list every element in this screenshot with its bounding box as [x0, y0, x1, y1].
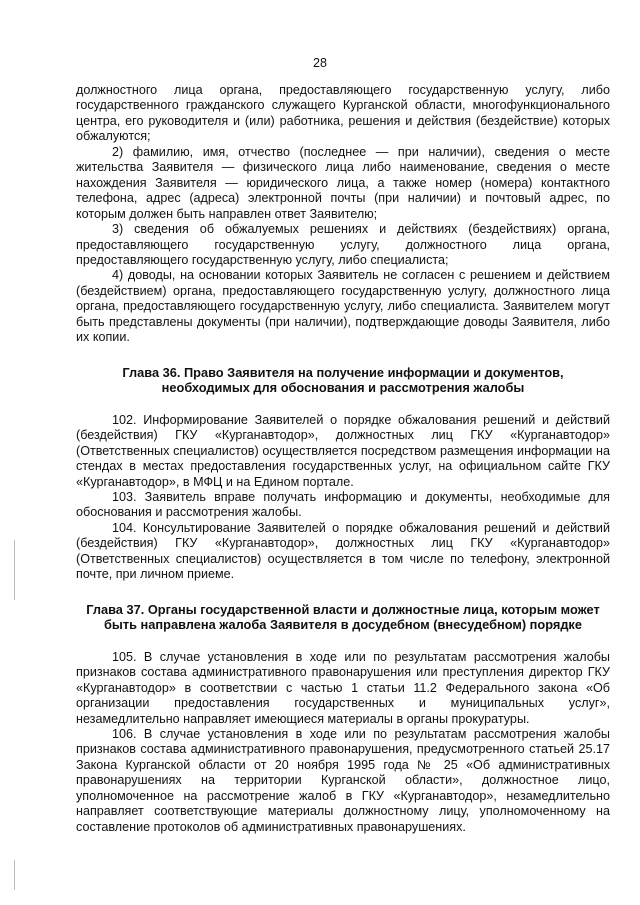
- paragraph-106: 106. В случае установления в ходе или по результатам рассмотрения жалобы признаков состава административного правонарушения, предусмотренного статьей 25.17 Закона Курганской области от 20 ноября 1995 года № 25 «Об административных правонарушениях на территории Курганской области», должностное лицо, уполномоченное на рассмотрение жалоб в ГКУ «Курганавтодор», незамедлительно направляет соответствующие материалы должностному лицу, уполномоченному на составление протоколов об административных правонарушениях.: [76, 726, 610, 834]
- paragraph-105: 105. В случае установления в ходе или по результатам рассмотрения жалобы признаков состава административного правонарушения или преступления директор ГКУ «Курганавтодор» в соответствии с частью 1 статьи 11.2 Федерального закона «Об организации предоставления государственных и муниципальных услуг», незамедлительно направляет имеющиеся материалы в органы прокуратуры.: [76, 649, 610, 726]
- paragraph: 2) фамилию, имя, отчество (последнее — при наличии), сведения о месте жительства Заявителя — физического лица либо наименование, сведения о месте нахождения Заявителя — юридического лица, а также номер (номера) контактного телефона, адрес (адреса) электронной почты (при наличии) и почтовый адрес, по которым должен быть направлен ответ Заявителю;: [76, 144, 610, 221]
- document-body: [76, 83, 610, 835]
- chapter-36-title-line1: Глава 36. Право Заявителя на получение информации и документов,: [122, 364, 564, 380]
- paragraph: 4) доводы, на основании которых Заявитель не согласен с решением и действием (бездействием) органа, предоставляющего государственную услугу, должностного лица органа, предоставляющего государственную услугу, либо специалиста. Заявителем могут быть представлены документы (при наличии), подтверждающие доводы Заявителя, либо их копии.: [76, 268, 610, 345]
- chapter-37-title-line1: Глава 37. Органы государственной власти и должностные лица, которым может: [86, 601, 600, 617]
- scan-edge-mark: [14, 860, 15, 890]
- chapter-36-title-line2: необходимых для обоснования и рассмотрения жалобы: [161, 380, 525, 396]
- page-number: 28: [313, 56, 327, 70]
- paragraph: должностного лица органа, предоставляющего государственную услугу, либо государственного гражданского служащего Курганской области, многофункционального центра, его руководителя и (или) работника, решения и действия (бездействие) которых обжалуются;: [76, 83, 610, 144]
- chapter-37-title-line2: быть направлена жалоба Заявителя в досудебном (внесудебном) порядке: [104, 617, 582, 633]
- paragraph-104: 104. Консультирование Заявителей о порядке обжалования решений и действий (бездействия) ГКУ «Курганавтодор», должностных лиц ГКУ «Курганавтодор» (Ответственных специалистов) осуществляется в том числе по телефону, электронной почте, при личном приеме.: [76, 520, 610, 582]
- chapter-36-heading: [76, 365, 610, 396]
- scan-edge-mark: [14, 540, 15, 600]
- paragraph: 3) сведения об обжалуемых решениях и действиях (бездействиях) органа, предоставляющего государственную услугу, должностного лица органа, предоставляющего государственную услугу, либо специалиста;: [76, 222, 610, 267]
- paragraph-103: 103. Заявитель вправе получать информацию и документы, необходимые для обоснования и рассмотрения жалобы.: [76, 489, 610, 520]
- paragraph-102: 102. Информирование Заявителей о порядке обжалования решений и действий (бездействия) ГКУ «Курганавтодор», должностных лиц ГКУ «Курганавтодор» (Ответственных специалистов) осуществляется посредством размещения информации на стендах в местах предоставления государственных услуг, на официальном сайте ГКУ «Курганавтодор», в МФЦ и на Едином портале.: [76, 412, 610, 489]
- chapter-37-heading: [76, 602, 610, 633]
